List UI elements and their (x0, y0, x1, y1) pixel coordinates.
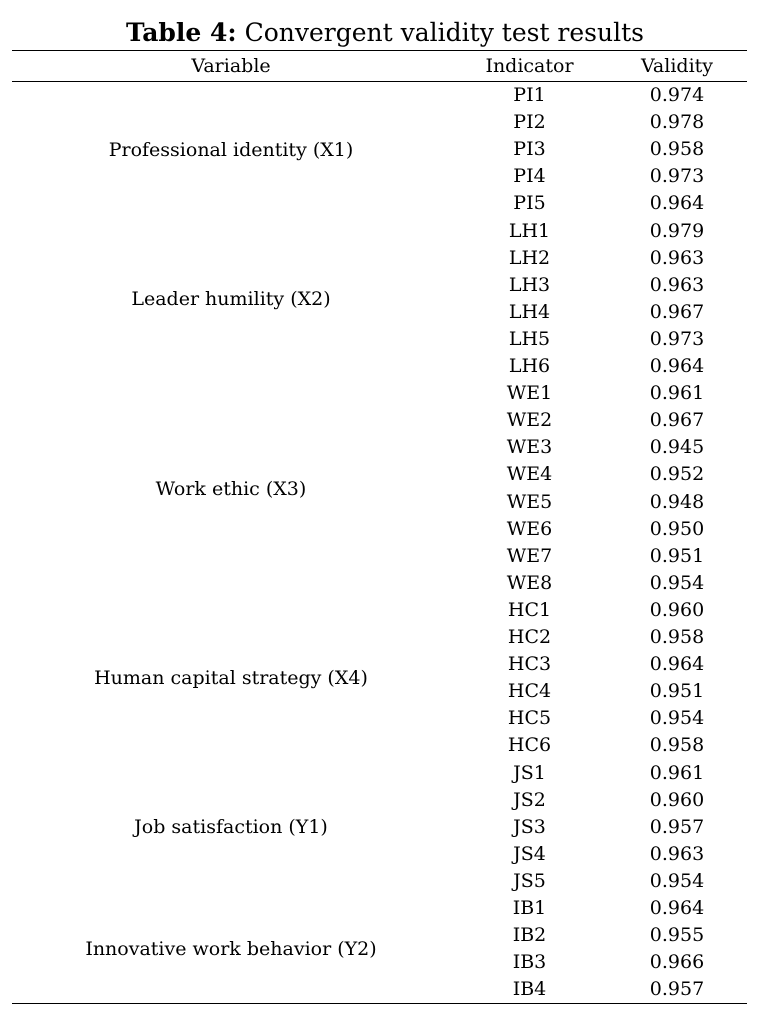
variable-cell: Innovative work behavior (Y2) (85, 938, 377, 961)
table-row (12, 624, 747, 651)
validity-cell: 0.973 (649, 165, 705, 188)
indicator-cell: WE6 (506, 517, 553, 540)
indicator-cell: LH6 (508, 355, 551, 377)
table-row (12, 597, 747, 624)
table-caption: Convergent validity test results (244, 18, 644, 47)
validity-cell: 0.958 (649, 626, 705, 648)
table-row (12, 705, 747, 732)
validity-cell: 0.964 (649, 897, 705, 919)
table-row (12, 434, 747, 461)
validity-cell: 0.973 (649, 327, 705, 350)
validity-cell: 0.958 (649, 138, 705, 161)
table-row (12, 407, 747, 434)
indicator-cell: LH3 (508, 273, 551, 296)
validity-cell: 0.967 (649, 409, 705, 432)
indicator-cell: JS2 (513, 788, 546, 811)
validity-cell: 0.954 (649, 571, 705, 594)
table-row (12, 976, 747, 1003)
table-row (12, 190, 747, 217)
indicator-cell: JS4 (513, 842, 546, 865)
validity-cell: 0.960 (649, 598, 705, 621)
indicator-cell: IB1 (512, 897, 547, 919)
table-top-rule (12, 50, 747, 51)
indicator-cell: WE4 (506, 463, 553, 486)
validity-cell: 0.948 (649, 490, 705, 513)
validity-cell: 0.978 (649, 111, 705, 134)
variable-cell: Professional identity (X1) (108, 138, 354, 161)
validity-cell: 0.964 (649, 355, 705, 377)
table-row (12, 732, 747, 759)
table-row (12, 787, 747, 814)
indicator-cell: HC6 (507, 734, 552, 757)
table-row (12, 868, 747, 895)
validity-cell: 0.979 (649, 219, 705, 242)
indicator-cell: HC4 (507, 680, 552, 703)
indicator-cell: LH1 (508, 219, 551, 242)
indicator-cell: LH5 (508, 327, 551, 350)
validity-cell: 0.951 (649, 544, 705, 567)
indicator-cell: WE8 (506, 571, 553, 594)
variable-cell: Job satisfaction (Y1) (134, 816, 328, 839)
validity-cell: 0.955 (649, 924, 705, 947)
table-row (12, 570, 747, 597)
table-row (12, 326, 747, 353)
validity-cell: 0.961 (649, 382, 705, 405)
table-row (12, 841, 747, 868)
validity-cell: 0.963 (649, 273, 705, 296)
indicator-cell: PI2 (513, 111, 546, 134)
validity-cell: 0.974 (649, 84, 705, 106)
indicator-cell: PI3 (513, 138, 546, 161)
validity-cell: 0.952 (649, 463, 705, 486)
validity-cell: 0.957 (649, 815, 705, 838)
header-variable: Variable (191, 55, 271, 77)
indicator-cell: PI1 (513, 84, 546, 106)
validity-cell: 0.958 (649, 734, 705, 757)
table-row (12, 895, 747, 922)
validity-cell: 0.954 (649, 869, 705, 892)
validity-cell: 0.961 (649, 761, 705, 784)
validity-cell: 0.960 (649, 788, 705, 811)
validity-cell: 0.954 (649, 707, 705, 730)
table-row (12, 516, 747, 543)
table-number: Table 4: (126, 18, 237, 47)
indicator-cell: JS5 (513, 869, 546, 892)
validity-cell: 0.964 (649, 192, 705, 215)
table-row (12, 760, 747, 787)
table-row (12, 82, 747, 109)
indicator-cell: HC1 (507, 598, 552, 621)
validity-cell: 0.950 (649, 517, 705, 540)
variable-cell: Leader humility (X2) (131, 287, 331, 310)
indicator-cell: IB3 (512, 951, 547, 974)
table-row (12, 163, 747, 190)
table-row (12, 245, 747, 272)
indicator-cell: IB2 (512, 924, 547, 947)
validity-cell: 0.945 (649, 436, 705, 459)
indicator-cell: PI5 (513, 192, 546, 215)
indicator-cell: IB4 (512, 978, 547, 1001)
indicator-cell: WE2 (506, 409, 553, 432)
indicator-cell: WE7 (506, 544, 553, 567)
validity-cell: 0.963 (649, 246, 705, 269)
validity-cell: 0.963 (649, 842, 705, 865)
variable-cell: Human capital strategy (X4) (94, 667, 368, 690)
table-title (0, 16, 770, 50)
validity-cell: 0.966 (649, 951, 705, 974)
indicator-cell: LH4 (508, 300, 551, 323)
table-row (12, 353, 747, 380)
indicator-cell: WE3 (506, 436, 553, 459)
indicator-cell: WE1 (506, 382, 553, 405)
indicator-cell: HC3 (507, 653, 552, 676)
table-row (12, 218, 747, 245)
indicator-cell: WE5 (506, 490, 553, 513)
indicator-cell: LH2 (508, 246, 551, 269)
table-row (12, 109, 747, 136)
variable-cell: Work ethic (X3) (155, 477, 307, 500)
header-indicator: Indicator (485, 55, 574, 77)
header-validity: Validity (640, 55, 714, 77)
table-row (12, 543, 747, 570)
indicator-cell: PI4 (513, 165, 546, 188)
indicator-cell: JS3 (513, 815, 546, 838)
validity-cell: 0.964 (649, 653, 705, 676)
validity-cell: 0.967 (649, 300, 705, 323)
indicator-cell: JS1 (513, 761, 546, 784)
indicator-cell: HC2 (507, 626, 552, 648)
table-row (12, 380, 747, 407)
validity-cell: 0.951 (649, 680, 705, 703)
validity-cell: 0.957 (649, 978, 705, 1001)
indicator-cell: HC5 (507, 707, 552, 730)
table-bottom-rule (12, 1003, 747, 1004)
